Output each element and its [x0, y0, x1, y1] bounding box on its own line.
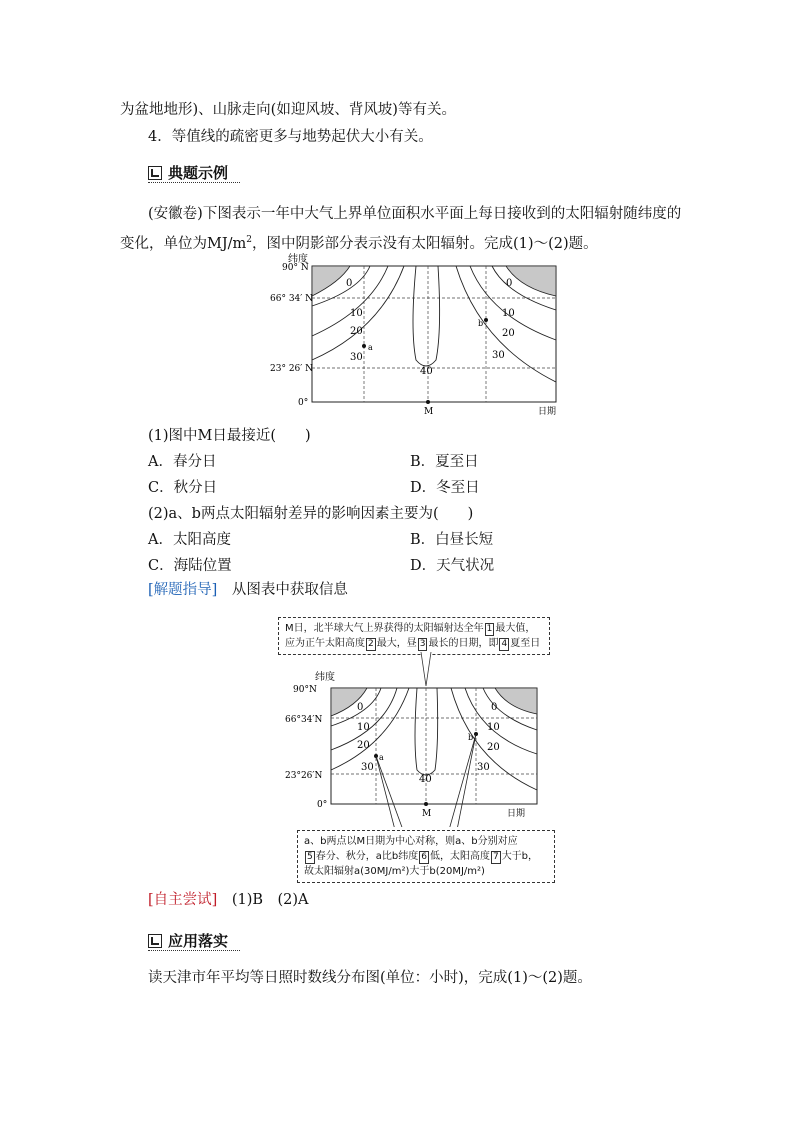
figure-1: [270, 250, 580, 420]
svg-text:10: 10: [357, 722, 370, 733]
guide-tag: [解题指导]: [148, 582, 218, 598]
intro-line-2: 4．等值线的疏密更多与地势起伏大小有关。: [148, 129, 433, 145]
svg-text:40: 40: [419, 774, 432, 785]
intro-line-1: 为盆地地形)、山脉走向(如迎风坡、背风坡)等有关。: [120, 102, 456, 118]
figure-2: [285, 652, 555, 827]
question-line-1: (安徽卷)下图表示一年中大气上界单位面积水平面上每日接收到的太阳辐射随纬度的: [148, 206, 682, 222]
svg-text:20: 20: [350, 326, 363, 337]
q1-option-b: B．夏至日: [410, 454, 479, 470]
svg-text:日期: 日期: [538, 407, 557, 417]
answer-line: [自主尝试] (1)B (2)A: [148, 892, 309, 908]
guide-line: [解题指导] 从图表中获取信息: [148, 582, 348, 598]
svg-text:66°34′N: 66°34′N: [285, 715, 323, 725]
figure2-note-bottom: a、b两点以M日期为中心对称，则a、b分别对应 5 春分、秋分，a比b纬度 6 低，太阳高度 7 大于b， 故太阳辐射a(30MJ/m²)大于b(20MJ/m²): [297, 830, 555, 883]
q1-stem: (1)图中M日最接近( ): [148, 428, 311, 444]
svg-text:0°: 0°: [298, 398, 309, 408]
svg-text:0: 0: [346, 278, 353, 289]
section-title: 应用落实: [168, 932, 229, 950]
svg-text:日期: 日期: [507, 809, 526, 819]
section-header-examples: [148, 162, 228, 183]
section-title: 典题示例: [168, 164, 229, 182]
svg-text:0: 0: [357, 702, 364, 713]
svg-text:40: 40: [420, 366, 433, 377]
svg-text:b: b: [478, 319, 484, 328]
section-icon: [148, 934, 162, 948]
svg-text:10: 10: [502, 308, 515, 319]
section-divider: [148, 182, 240, 183]
section-divider: [148, 950, 240, 951]
svg-text:20: 20: [502, 328, 515, 339]
svg-text:30: 30: [361, 762, 374, 773]
final-question-line: 读天津市年平均等日照时数线分布图(单位：小时)，完成(1)～(2)题。: [148, 970, 592, 986]
svg-text:20: 20: [487, 742, 500, 753]
q2-option-c: C．海陆位置: [148, 558, 232, 574]
svg-text:M: M: [424, 407, 434, 417]
svg-text:b: b: [468, 733, 474, 742]
svg-text:10: 10: [350, 308, 363, 319]
svg-text:M: M: [422, 809, 432, 819]
svg-text:a: a: [379, 753, 384, 762]
q1-option-c: C．秋分日: [148, 480, 218, 496]
fig1-ylabel: 纬度: [288, 254, 308, 265]
svg-text:23°26′N: 23°26′N: [285, 771, 323, 781]
svg-text:a: a: [368, 343, 373, 352]
q2-option-d: D．天气状况: [410, 558, 495, 574]
svg-text:0: 0: [491, 702, 498, 713]
q1-option-d: D．冬至日: [410, 480, 480, 496]
figure2-note-top: M日，北半球大气上界获得的太阳辐射达全年 1 最大值， 应为正午太阳高度 2 最大，昼 3 最长的日期，即 4 夏至日: [278, 617, 550, 655]
svg-text:30: 30: [350, 352, 363, 363]
svg-text:0°: 0°: [317, 800, 328, 810]
svg-text:66° 34′ N: 66° 34′ N: [270, 294, 314, 304]
svg-text:30: 30: [477, 762, 490, 773]
q2-option-b: B．白昼长短: [410, 532, 494, 548]
svg-text:纬度: 纬度: [315, 672, 335, 683]
question-line-2: 变化，单位为$MJ/m^2$，图中阴影部分表示没有太阳辐射。完成(1)～(2)题。: [120, 235, 598, 252]
svg-text:10: 10: [487, 722, 500, 733]
q2-option-a: A．太阳高度: [148, 532, 231, 548]
section-header-application: [148, 930, 228, 951]
section-icon: [148, 166, 162, 180]
svg-text:90° N: 90° N: [282, 263, 309, 273]
q2-stem: (2)a、b两点太阳辐射差异的影响因素主要为( ): [148, 506, 474, 522]
svg-text:0: 0: [506, 278, 513, 289]
svg-text:90°N: 90°N: [293, 685, 317, 695]
svg-text:23° 26′ N: 23° 26′ N: [270, 364, 314, 374]
answer-tag: [自主尝试]: [148, 892, 218, 908]
svg-text:30: 30: [492, 350, 505, 361]
svg-text:20: 20: [357, 740, 370, 751]
q1-option-a: A．春分日: [148, 454, 217, 470]
